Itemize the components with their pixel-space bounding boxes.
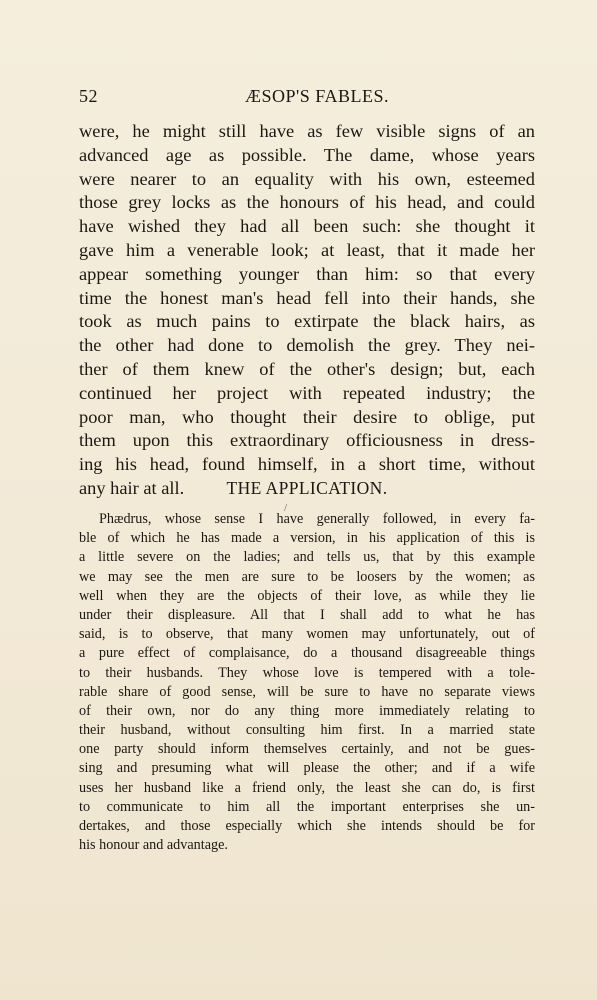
application-text: [79, 510, 535, 855]
text-line: were nearer to an equality with his own, esteemed: [79, 168, 535, 189]
application-line: rable share of good sense, will be sure to have no separate views: [79, 683, 535, 700]
application-line: Phædrus, whose sense I have generally followed, in every fa-: [99, 511, 535, 527]
application-line: one party should inform themselves certainly, and not be gues-: [79, 741, 535, 758]
text-line: were, he might still have as few visible signs of an: [79, 121, 535, 141]
application-line: said, is to observe, that many women may unfortunately, out of: [79, 626, 535, 643]
application-line: dertakes, and those especially which she intends should be for: [79, 818, 535, 834]
application-line: well when they are the objects of their love, as while they lie: [79, 587, 535, 604]
text-line: those grey locks as the honours of his head, and could: [79, 192, 535, 213]
application-line: their husband, without consulting him first. In a married state: [79, 722, 535, 739]
application-line: under their displeasure. All that I shall add to what he has: [79, 606, 535, 623]
text-line: the other had done to demolish the grey. They nei-: [79, 335, 535, 356]
text-line: took as much pains to extirpate the black hairs, as: [79, 311, 535, 332]
page-number: 52: [79, 86, 98, 106]
application-line: ble of which he has made a version, in his application of this is: [79, 530, 535, 547]
text-line: appear something younger than him: so that every: [79, 263, 535, 284]
text-line: time the honest man's head fell into their hands, she: [79, 287, 535, 308]
application-line: of their own, nor do any thing more immediately relating to: [79, 702, 535, 719]
application-heading: THE APPLICATION.: [226, 478, 388, 498]
running-head: [79, 86, 535, 112]
stray-mark: /: [284, 502, 288, 514]
text-line: continued her project with repeated industry; the: [79, 382, 535, 403]
text-line: gave him a venerable look; at least, that it made her: [79, 239, 535, 260]
application-line: a pure effect of complaisance, do a thousand disagreeable things: [79, 645, 535, 662]
fable-text: [79, 120, 535, 501]
text-line: ing his head, found himself, in a short time, without: [79, 454, 535, 475]
application-line: sing and presuming what will please the other; and if a wife: [79, 760, 535, 777]
application-line: to their husbands. They whose love is tempered with a tole-: [79, 664, 535, 681]
text-line: them upon this extraordinary officiousness in dress-: [79, 430, 535, 451]
running-title: ÆSOP'S FABLES.: [245, 86, 389, 106]
application-line: to communicate to him all the important enterprises she un-: [79, 798, 535, 815]
text-line: poor man, who thought their desire to oblige, put: [79, 406, 535, 427]
application-line: we may see the men are sure to be loosers by the women; as: [79, 568, 535, 585]
application-line: a little severe on the ladies; and tells us, that by this example: [79, 549, 535, 566]
text-line: ther of them knew of the other's design; but, each: [79, 358, 535, 379]
text-line: advanced age as possible. The dame, whose years: [79, 144, 535, 165]
text-line: any hair at all.: [79, 477, 185, 498]
application-line: his honour and advantage.: [79, 837, 228, 854]
application-line: uses her husband like a friend only, the least she can do, is first: [79, 779, 535, 796]
text-line: have wished they had all been such: she thought it: [79, 216, 535, 237]
